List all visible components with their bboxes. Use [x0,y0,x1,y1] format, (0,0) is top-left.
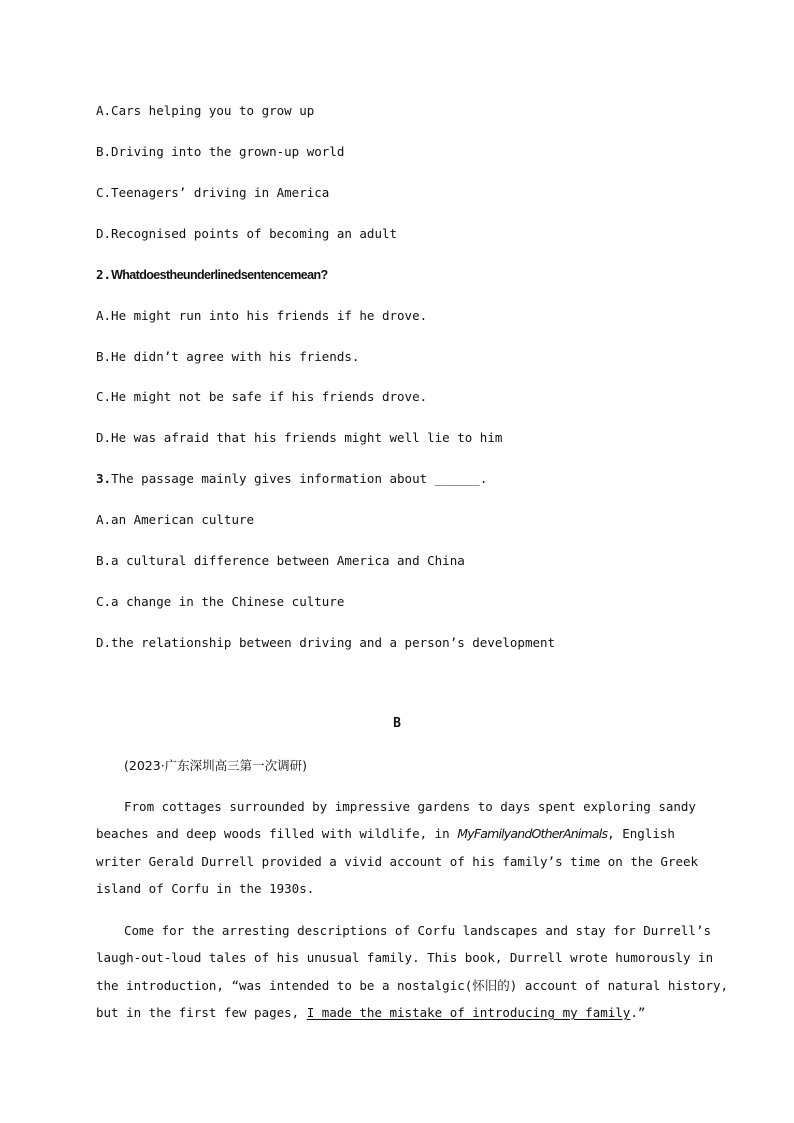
q3-number: 3. [96,471,112,486]
p2-line4-pre: but in the first few pages, [96,1005,307,1020]
q3-option-d: D.the relationship between driving and a person’s development [96,635,556,650]
underlined-sentence: I made the mistake of introducing my family [306,1005,631,1020]
p2-line4-post: .” [630,1005,646,1020]
q2-stem [96,267,328,283]
q3-option-b: B.a cultural difference between America and China [96,553,465,568]
q1-option-c: C.Teenagers’ driving in America [96,185,330,200]
book-title: MyFamilyandOtherAnimals [457,826,608,841]
passage-p1-line2 [96,826,675,842]
passage-p1-line1: From cottages surrounded by impressive gardens to days spent exploring sandy [124,799,696,814]
q1-option-b: B.Driving into the grown-up world [96,144,345,159]
q2-stem-text: Whatdoestheunderlinedsentencemean? [111,268,328,282]
p1-line2-post: , English [607,826,675,841]
q2-option-c: C.He might not be safe if his friends drove. [96,389,428,404]
passage-p1-line4: island of Corfu in the 1930s. [96,881,315,896]
q1-option-a: A.Cars helping you to grow up [96,103,315,118]
q2-number: 2. [96,267,112,282]
passage-p2-line1: Come for the arresting descriptions of Corfu landscapes and stay for Durrell’s [124,923,711,938]
q3-option-c: C.a change in the Chinese culture [96,594,345,609]
section-heading: B [393,716,401,731]
q3-stem [96,471,487,487]
passage-p2-line3: the introduction, “was intended to be a nostalgic(怀旧的) account of natural history, [96,978,729,993]
q1-option-d: D.Recognised points of becoming an adult [96,226,398,241]
passage-p2-line4 [96,1005,645,1021]
q2-option-b: B.He didn’t agree with his friends. [96,349,360,364]
q3-stem-text: The passage mainly gives information about ______. [111,471,488,486]
passage-source: (2023·广东深圳高三第一次调研) [124,758,308,773]
q2-option-a: A.He might run into his friends if he drove. [96,308,428,323]
q3-option-a: A.an American culture [96,512,255,527]
passage-p2-line2: laugh-out-loud tales of his unusual family. This book, Durrell wrote humorously in [96,950,714,965]
q2-option-d: D.He was afraid that his friends might well lie to him [96,430,503,445]
passage-p1-line3: writer Gerald Durrell provided a vivid account of his family’s time on the Greek [96,854,699,869]
p1-line2-pre: beaches and deep woods filled with wildlife, in [96,826,458,841]
